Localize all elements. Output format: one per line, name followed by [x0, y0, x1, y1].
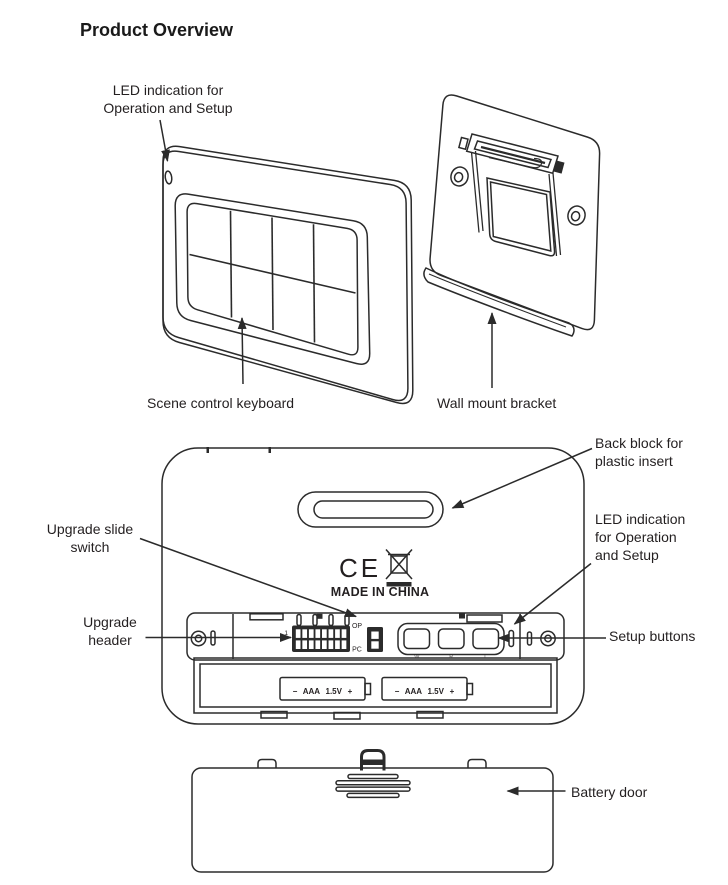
setup-button-l [473, 629, 499, 649]
wall-mount-bracket-illustration [424, 95, 600, 336]
svg-text:L: L [484, 654, 488, 661]
battery-door-illustration [192, 751, 553, 873]
arrow-back-block [453, 449, 593, 509]
upgrade-header [284, 614, 350, 652]
battery-slot-1 [280, 678, 371, 701]
switch-pc-text: PC [352, 646, 362, 654]
switch-op-text: OP [351, 623, 363, 630]
pin-one-text: 1 [284, 630, 288, 637]
page-title: Product Overview [80, 20, 234, 40]
door-grip-ridges [336, 775, 410, 798]
setup-button-r [439, 629, 465, 649]
label-led-front: LED indication for Operation and Setup [103, 82, 233, 116]
svg-text:− AAA 1.5V +: − AAA 1.5V + [394, 687, 455, 696]
svg-text:− AAA 1.5V +: − AAA 1.5V + [292, 687, 353, 696]
back-view-illustration [162, 447, 584, 724]
scene-keyboard-illustration [163, 146, 413, 403]
made-in-china-text: MADE IN CHINA [330, 585, 430, 599]
arrow-upgrade-switch [140, 539, 356, 617]
setup-button-w [404, 629, 430, 649]
back-block-recess [298, 492, 443, 527]
ce-mark-text: CE [338, 553, 382, 583]
label-scene-keyboard: Scene control keyboard [147, 395, 295, 411]
label-back-block: Back block for plastic insert [595, 435, 683, 469]
battery-slot-2 [382, 678, 473, 701]
arrow-led-back [515, 564, 592, 625]
arrow-scene-keyboard [242, 318, 243, 384]
leader-arrows [140, 120, 606, 791]
svg-text:R: R [449, 654, 454, 661]
svg-text:W: W [414, 654, 420, 661]
label-led-back: LED indication for Operation and Setup [595, 511, 686, 563]
label-upgrade-switch: Upgrade slide switch [46, 521, 134, 555]
battery-compartment [194, 658, 557, 719]
label-wall-bracket: Wall mount bracket [437, 395, 557, 411]
upgrade-slide-switch [352, 623, 383, 654]
label-battery-door: Battery door [571, 784, 648, 800]
screw-hole-right [566, 204, 588, 227]
screw-hole-left [449, 165, 471, 188]
led-hole [164, 171, 172, 185]
label-setup-buttons: Setup buttons [609, 628, 696, 644]
setup-buttons [398, 624, 504, 661]
weee-icon [386, 550, 412, 587]
label-upgrade-header: Upgrade header [83, 614, 137, 648]
key-grid [190, 211, 356, 343]
